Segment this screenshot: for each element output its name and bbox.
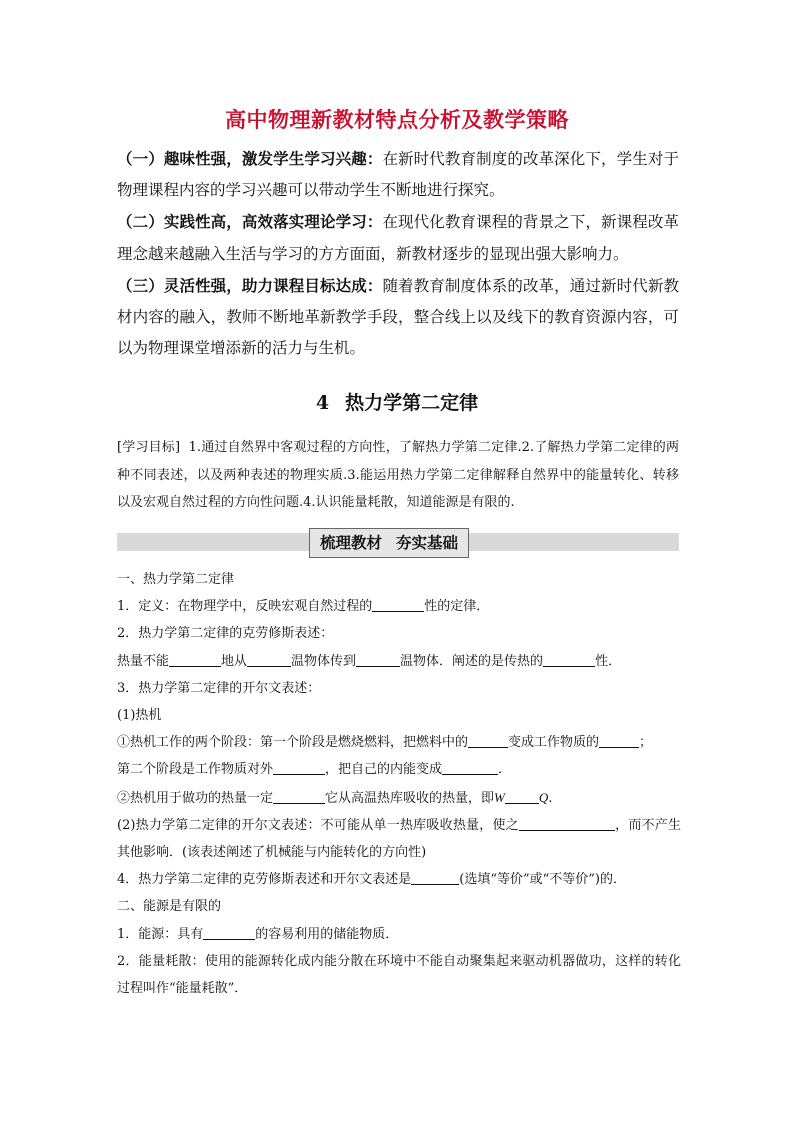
banner-right: 夯实基础 xyxy=(396,533,459,552)
goals-label: [学习目标] xyxy=(117,440,181,455)
banner-left: 梳理教材 xyxy=(320,533,383,552)
fill-blank[interactable] xyxy=(372,597,424,612)
strategy-text: 在现代化教育课程的背景之下，新课程改革理念越来越融入生活与学习的方方面面，新教材逐步的显现出强大影响力。 xyxy=(117,213,679,263)
dissipation-line: 2．能量耗散：使用的能源转化成内能分散在环境中不能自动聚集起来驱动机器做功，这样的转化过程叫作“能量耗散”． xyxy=(117,953,681,997)
fill-blank[interactable] xyxy=(247,652,291,667)
fill-blank[interactable] xyxy=(442,760,498,775)
strategy-item-1 xyxy=(117,143,679,206)
fill-blank[interactable] xyxy=(519,816,615,831)
symbol-w: W xyxy=(494,789,505,805)
strategy-text: 在新时代教育制度的改革深化下，学生对于物理课程内容的学习兴趣可以带动学生不断地进行探究。 xyxy=(117,150,679,200)
fill-blank[interactable] xyxy=(356,652,400,667)
fill-blank[interactable] xyxy=(203,925,255,940)
strategy-lead: （三）灵活性强，助力课程目标达成： xyxy=(117,275,383,295)
heading-2: 二、能源是有限的 xyxy=(117,899,222,915)
fill-blank[interactable] xyxy=(468,733,508,748)
fill-blank[interactable] xyxy=(543,652,595,667)
strategy-text: 随着教育制度体系的改革，通过新时代新教材内容的融入，教师不断地革新教学手段，整合线上以及线下的教育资源内容，可以为物理课堂增添新的活力与生机。 xyxy=(117,276,679,358)
fill-blank[interactable] xyxy=(273,789,325,804)
fill-blank[interactable] xyxy=(599,733,639,748)
definition-line: 1．定义：在物理学中，反映宏观自然过程的 性的定律． xyxy=(117,599,490,615)
main-title: 高中物理新教材特点分析及教学策略 xyxy=(225,107,569,132)
fill-blank[interactable] xyxy=(273,760,325,775)
fill-blank[interactable] xyxy=(411,870,459,885)
section-heading xyxy=(0,388,794,415)
energy-line: 1．能源：具有 的容易利用的储能物质． xyxy=(117,926,399,942)
strategy-item-2 xyxy=(117,206,679,269)
kelvin-title: 3．热力学第二定律的开尔文表述： xyxy=(117,680,321,696)
kelvin-statement: (2)热力学第二定律的开尔文表述：不可能从单一热库吸收热量，使之 ，而不产生其他影响．(该表述阐述了机械能与内能转化的方向性) xyxy=(117,817,681,861)
engine-line-1: ①热机工作的两个阶段：第一个阶段是燃烧燃料，把燃料中的 变成工作物质的 ； xyxy=(117,735,653,751)
goals-text: 1.通过自然界中客观过程的方向性，了解热力学第二定律.2.了解热力学第二定律的两种不同表述，以及两种表述的物理实质.3.能运用热力学第二定律解释自然界中的能量转化、转移以及宏观自然过程的方向性问题.4.认识能量耗散，知道能源是有限的. xyxy=(117,440,679,510)
fill-blank[interactable] xyxy=(169,652,221,667)
strategy-item-3 xyxy=(117,270,679,365)
fill-blank[interactable] xyxy=(505,789,539,804)
section-title-text: 热力学第二定律 xyxy=(345,392,479,414)
heading-1: 一、热力学第二定律 xyxy=(117,572,235,587)
worksheet-body xyxy=(117,566,681,1002)
strategy-section xyxy=(117,143,679,364)
clausius-title: 2．热力学第二定律的克劳修斯表述： xyxy=(117,626,334,642)
symbol-q: Q xyxy=(538,789,549,805)
section-banner xyxy=(309,528,469,558)
equivalence-line: 4．热力学第二定律的克劳修斯表述和开尔文表述是 (选填“等价”或“不等价”)的． xyxy=(117,872,627,888)
engine-line-3: ②热机用于做功的热量一定 它从高温热库吸收的热量，即W Q. xyxy=(117,789,553,806)
strategy-lead: （二）实践性高，高效落实理论学习： xyxy=(117,212,383,232)
strategy-lead: （一）趣味性强，激发学生学习兴趣： xyxy=(117,149,383,168)
section-number: 4 xyxy=(315,392,330,414)
clausius-line: 热量不能 地从 温物体传到 温物体．阐述的是传热的 性． xyxy=(117,653,622,669)
learning-goals xyxy=(117,434,679,517)
engine-line-2: 第二个阶段是工作物质对外 ，把自己的内能变成 ． xyxy=(117,762,512,778)
engine-title: (1)热机 xyxy=(117,708,162,724)
